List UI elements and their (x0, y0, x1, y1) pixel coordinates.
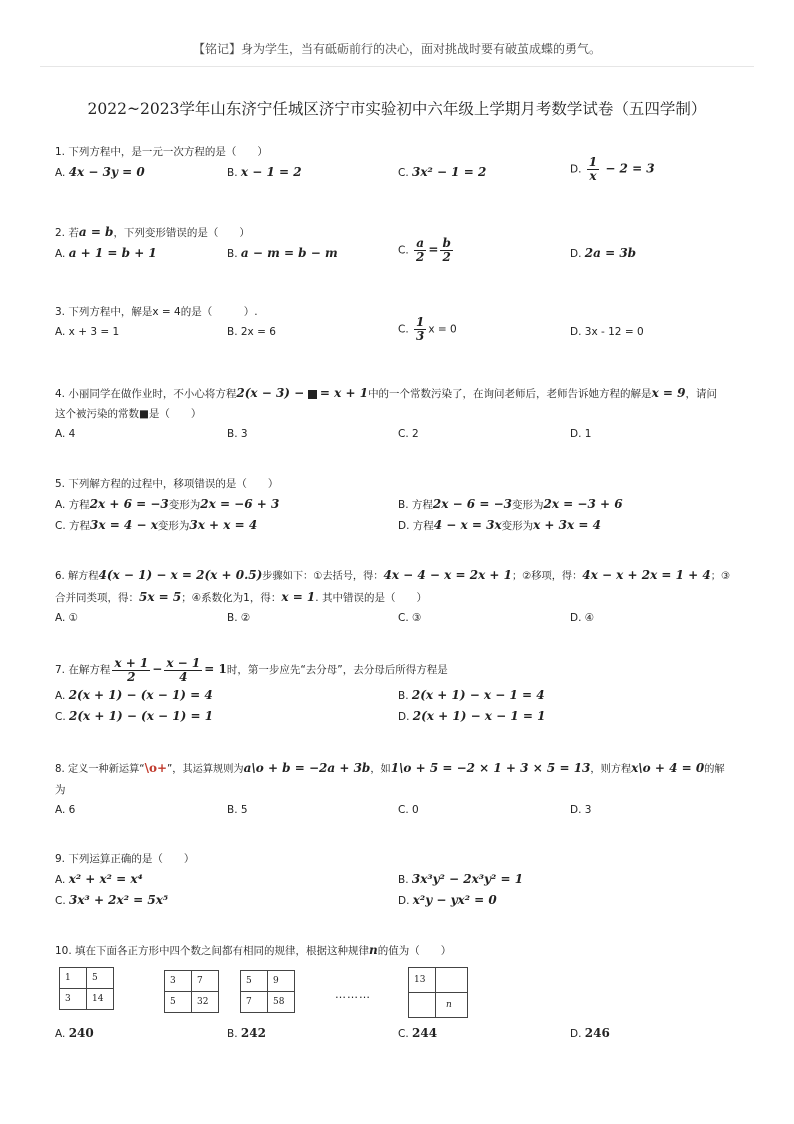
question-5-options-row-1 (55, 494, 745, 515)
page-title: 2022~2023学年山东济宁任城区济宁市实验初中六年级上学期月考数学试卷（五四学制） (87, 100, 707, 118)
question-6-stem-line-2 (55, 587, 745, 608)
q2-option-c-equals: = (428, 242, 439, 257)
q1-option-c-math: 3x² − 1 = 2 (412, 165, 487, 179)
q2-option-a-label: A. (55, 248, 66, 260)
q2-option-b-math: a − m = b − m (240, 246, 338, 260)
fraction-numerator: 1 (416, 315, 425, 329)
q4-stem-text-a: 4. 小丽同学在做作业时，不小心将方程 (55, 388, 237, 400)
q5-option-a-mid: 变形为 (168, 499, 201, 511)
q3-option-d[interactable]: D. 3x - 12 = 0 (570, 326, 644, 338)
q10-option-a-math: 240 (68, 1026, 94, 1040)
q7-minus: − (152, 662, 163, 676)
question-2-options (55, 236, 745, 264)
q7-option-c[interactable] (55, 706, 213, 727)
q3-option-b[interactable]: B. 2x = 6 (227, 326, 276, 338)
q10-option-c-label: C. (398, 1028, 409, 1040)
fraction-numerator: a (414, 237, 426, 251)
question-5 (55, 474, 745, 536)
q1-option-a[interactable] (55, 162, 145, 183)
q2-stem-text-a: 2. 若 (55, 227, 79, 239)
q1-option-d-math: − 2 = 3 (601, 161, 655, 176)
number-square-3 (240, 970, 295, 1013)
q6-math-3: 4x − x + 2x = 1 + 4 (582, 568, 711, 582)
q5-option-a[interactable] (55, 494, 279, 515)
q10-option-b-math: 242 (240, 1026, 266, 1040)
q8-option-b[interactable]: B. 5 (227, 804, 248, 816)
q5-option-c-math-1: 3x = 4 − x (90, 518, 158, 532)
q5-option-c[interactable] (55, 515, 257, 536)
q6-math-1: 4(x − 1) − x = 2(x + 0.5) (98, 568, 263, 582)
square-cell: 1 (60, 968, 87, 989)
question-7-stem (55, 653, 745, 685)
square-cell: 3 (165, 971, 192, 992)
q4-stem-math-2: = x + 1 (319, 386, 369, 400)
question-10 (55, 940, 745, 961)
q2-option-b-label: B. (227, 248, 238, 260)
square-cell: 14 (87, 989, 114, 1010)
q4-option-b[interactable]: B. 3 (227, 428, 248, 440)
q9-option-d[interactable] (398, 890, 497, 911)
q6-text-7: . 其中错误的是（ ） (315, 592, 427, 604)
q6-text-1: 6. 解方程 (55, 571, 99, 582)
q9-option-c[interactable] (55, 890, 168, 911)
question-4 (55, 383, 745, 445)
q3-option-a[interactable]: A. x + 3 = 1 (55, 326, 120, 338)
q8-text-4: ，则方程 (590, 764, 632, 775)
square-cell: 7 (241, 992, 268, 1013)
square-cell (436, 968, 468, 993)
q6-math-4: 5x = 5 (139, 590, 182, 604)
q8-text-1: 8. 定义一种新运算“ (55, 764, 145, 775)
number-square-2 (164, 970, 219, 1013)
fraction-denominator: x (589, 169, 597, 183)
q7-option-d-label: D. (398, 711, 410, 723)
q9-option-c-math: 3x³ + 2x² = 5x⁵ (69, 893, 169, 907)
q8-operator-symbol: \o+ (144, 761, 168, 775)
q6-text-2: 步骤如下：①去括号，得： (262, 571, 384, 582)
q5-option-a-math-1: 2x + 6 = −3 (89, 497, 169, 511)
q8-option-d[interactable]: D. 3 (570, 804, 592, 816)
q6-text-4: ；③ (710, 571, 731, 582)
q1-option-c[interactable] (398, 162, 486, 183)
q5-option-b-math-2: 2x = −3 + 6 (543, 497, 623, 511)
q1-option-b[interactable] (227, 162, 302, 183)
q10-option-d-math: 246 (584, 1026, 610, 1040)
question-2 (55, 222, 745, 264)
question-9 (55, 849, 745, 911)
motto-banner: 【铭记】身为学生，当有砥砺前行的决心，面对挑战时要有破茧成蝶的勇气。 (192, 42, 601, 56)
q6-text-5: 合并同类项，得： (55, 592, 139, 604)
question-1-stem: 1. 下列方程中，是一元一次方程的是（ ） (55, 146, 268, 158)
question-8-options (55, 800, 745, 821)
q3-option-c-label: C. (398, 323, 409, 336)
question-10-options (55, 1023, 745, 1044)
number-square-4 (408, 967, 468, 1018)
ink-blot-icon (308, 390, 317, 399)
square-cell (409, 993, 436, 1018)
question-10-stem (55, 940, 745, 961)
fraction-numerator: b (442, 236, 451, 250)
q2-stem-math: a = b (78, 225, 114, 239)
q1-option-a-math: 4x − 3y = 0 (68, 165, 145, 179)
question-6 (55, 565, 745, 629)
q5-option-c-math-2: 3x + x = 4 (189, 518, 258, 532)
q7-option-d-math: 2(x + 1) − x − 1 = 1 (412, 709, 546, 723)
question-1 (55, 142, 745, 183)
q1-option-c-label: C. (398, 167, 409, 179)
q5-option-d[interactable] (398, 515, 601, 536)
q4-stem-math-3: x = 9 (651, 386, 686, 400)
q1-option-d[interactable] (570, 156, 655, 183)
square-cell: 5 (165, 992, 192, 1013)
question-7-options-row-1 (55, 685, 745, 706)
question-6-options (55, 608, 745, 629)
q1-option-b-label: B. (227, 167, 238, 179)
square-cell-n: n (436, 993, 468, 1018)
q7-fraction-2 (164, 657, 202, 684)
q5-option-d-label: D. 方程 (398, 520, 434, 532)
fraction-denominator: 2 (442, 250, 451, 264)
q5-option-c-mid: 变形为 (157, 520, 190, 532)
q10-option-a[interactable] (55, 1023, 94, 1044)
q10-option-b-label: B. (227, 1028, 238, 1040)
fraction-numerator: x + 1 (114, 655, 149, 670)
q2-option-c[interactable] (398, 237, 455, 264)
q6-option-b[interactable]: B. ② (227, 612, 251, 624)
q7-option-b-label: B. (398, 690, 409, 702)
q8-text-2: ”，其运算规则为 (167, 764, 244, 775)
fraction-denominator: 4 (179, 669, 188, 684)
q9-option-a-label: A. (55, 874, 66, 886)
question-8-stem-line-2: 为 (55, 784, 66, 796)
q9-option-d-math: x²y − yx² = 0 (412, 893, 497, 907)
question-4-stem-line-2: 这个被污染的常数■是（ ） (55, 408, 202, 420)
q2-option-c-label: C. (398, 244, 409, 257)
question-3-options (55, 315, 745, 343)
question-5-options-row-2 (55, 515, 745, 536)
q4-stem-math: 2(x − 3) − (236, 386, 305, 400)
question-9-options-row-1 (55, 869, 745, 890)
q9-option-d-label: D. (398, 895, 410, 907)
q6-text-3: ；②移项，得： (512, 571, 583, 582)
q2-option-b[interactable] (227, 243, 338, 264)
square-cell: 58 (268, 992, 295, 1013)
q7-option-d[interactable] (398, 706, 545, 727)
q8-math-2: 1\o + 5 = −2 × 1 + 3 × 5 = 13 (390, 761, 591, 775)
question-1-options (55, 155, 745, 183)
q7-option-c-math: 2(x + 1) − (x − 1) = 1 (69, 709, 214, 723)
q9-option-a[interactable] (55, 869, 143, 890)
question-7 (55, 653, 745, 727)
q4-stem-text-c: ，请问 (685, 388, 717, 400)
q10-option-c[interactable] (398, 1023, 437, 1044)
square-cell: 13 (409, 968, 436, 993)
q5-option-a-math-2: 2x = −6 + 3 (200, 497, 280, 511)
q7-option-a[interactable] (55, 685, 213, 706)
q5-option-d-mid: 变形为 (501, 520, 534, 532)
question-9-stem: 9. 下列运算正确的是（ ） (55, 853, 195, 865)
square-cell: 5 (241, 971, 268, 992)
q4-option-a[interactable]: A. 4 (55, 428, 76, 440)
q1-option-a-label: A. (55, 167, 66, 179)
q7-option-b-math: 2(x + 1) − x − 1 = 4 (411, 688, 545, 702)
q9-option-c-label: C. (55, 895, 66, 907)
question-4-options (55, 424, 745, 445)
question-5-stem: 5. 下列解方程的过程中，移项错误的是（ ） (55, 478, 279, 490)
square-cell: 9 (268, 971, 295, 992)
q6-text-6: ；④系数化为1，得： (181, 592, 282, 604)
fraction-numerator: x − 1 (166, 655, 201, 670)
question-4-stem-line-1 (55, 383, 745, 404)
q6-option-a[interactable]: A. ① (55, 612, 79, 624)
q2-option-c-fraction-left (414, 237, 426, 264)
q2-option-d-math: 2a = 3b (584, 246, 637, 260)
question-7-options-row-2 (55, 706, 745, 727)
fraction-denominator: 3 (416, 329, 425, 343)
square-cell: 32 (192, 992, 219, 1013)
q4-option-c[interactable]: C. 2 (398, 428, 419, 440)
q10-stem-math: n (369, 943, 378, 957)
q2-option-c-fraction-right (440, 237, 452, 264)
q5-option-b[interactable] (398, 494, 623, 515)
q9-option-a-math: x² + x² = x⁴ (68, 872, 143, 886)
q5-option-d-math-1: 4 − x = 3x (433, 518, 502, 532)
q3-option-c[interactable] (398, 316, 457, 343)
q9-option-b-label: B. (398, 874, 409, 886)
q8-text-3: ，如 (370, 764, 391, 775)
fraction-denominator: 2 (416, 250, 425, 264)
q1-option-d-fraction (587, 156, 599, 183)
q7-text-2: 时，第一步应先“去分母”，去分母后所得方程是 (226, 664, 448, 676)
q2-stem-text-b: ，下列变形错误的是（ ） (113, 227, 250, 239)
q10-option-d-label: D. (570, 1028, 582, 1040)
number-square-1 (59, 967, 114, 1010)
fraction-denominator: 2 (127, 669, 136, 684)
q8-option-a[interactable]: A. 6 (55, 804, 76, 816)
question-3-stem: 3. 下列方程中，解是x = 4的是（ ）. (55, 306, 258, 318)
q5-option-a-label: A. 方程 (55, 499, 90, 511)
q7-fraction-1 (112, 657, 150, 684)
question-8 (55, 758, 745, 821)
question-9-options-row-2 (55, 890, 745, 911)
q9-option-b-math: 3x³y² − 2x³y² = 1 (411, 872, 524, 886)
q10-stem-text-b: 的值为（ ） (377, 945, 452, 957)
q2-option-d-label: D. (570, 248, 582, 260)
q1-option-d-label: D. (570, 163, 582, 176)
q10-stem-text-a: 10. 填在下面各正方形中四个数之间都有相同的规律，根据这种规律 (55, 945, 370, 957)
question-8-stem-line-1 (55, 758, 745, 780)
q5-option-b-mid: 变形为 (511, 499, 544, 511)
fraction-numerator: 1 (588, 155, 598, 169)
q5-option-b-label: B. 方程 (398, 499, 433, 511)
header-divider (40, 66, 754, 67)
q6-math-5: x = 1 (281, 590, 316, 604)
q5-option-d-math-2: x + 3x = 4 (533, 518, 601, 532)
q8-option-c[interactable]: C. 0 (398, 804, 419, 816)
q4-stem-text-b: 中的一个常数污染了，在询问老师后，老师告诉她方程的解是 (368, 388, 652, 400)
q10-option-c-math: 244 (412, 1026, 438, 1040)
q7-option-a-label: A. (55, 690, 66, 702)
q8-text-5: 的解 (704, 764, 725, 775)
question-3 (55, 302, 745, 343)
square-cell: 3 (60, 989, 87, 1010)
q3-option-c-tail: x = 0 (428, 323, 457, 336)
q6-option-c[interactable]: C. ③ (398, 612, 422, 624)
q7-text-1: 7. 在解方程 (55, 664, 111, 676)
q1-option-b-math: x − 1 = 2 (240, 165, 302, 179)
q4-option-d[interactable]: D. 1 (570, 428, 592, 440)
q10-option-d[interactable] (570, 1023, 610, 1044)
q7-option-c-label: C. (55, 711, 66, 723)
q7-equals-one: = 1 (204, 662, 227, 676)
q5-option-b-math-1: 2x − 6 = −3 (432, 497, 512, 511)
q2-option-a[interactable] (55, 243, 157, 264)
q8-math-3: x\o + 4 = 0 (631, 761, 705, 775)
q9-option-b[interactable] (398, 869, 523, 890)
q7-option-a-math: 2(x + 1) − (x − 1) = 4 (68, 688, 213, 702)
q2-option-a-math: a + 1 = b + 1 (68, 246, 157, 260)
q10-options-row (55, 1023, 745, 1044)
q3-option-c-fraction (414, 316, 426, 343)
q7-option-b[interactable] (398, 685, 545, 706)
q10-option-a-label: A. (55, 1028, 66, 1040)
square-cell: 5 (87, 968, 114, 989)
q6-math-2: 4x − 4 − x = 2x + 1 (383, 568, 512, 582)
ellipsis-dots: ……… (335, 988, 371, 1001)
q5-option-c-label: C. 方程 (55, 520, 91, 532)
q8-math-1: a\o + b = −2a + 3b (243, 761, 371, 775)
q2-option-d[interactable] (570, 243, 636, 264)
q6-option-d[interactable]: D. ④ (570, 612, 595, 624)
q10-option-b[interactable] (227, 1023, 266, 1044)
square-cell: 7 (192, 971, 219, 992)
question-6-stem-line-1 (55, 565, 745, 587)
